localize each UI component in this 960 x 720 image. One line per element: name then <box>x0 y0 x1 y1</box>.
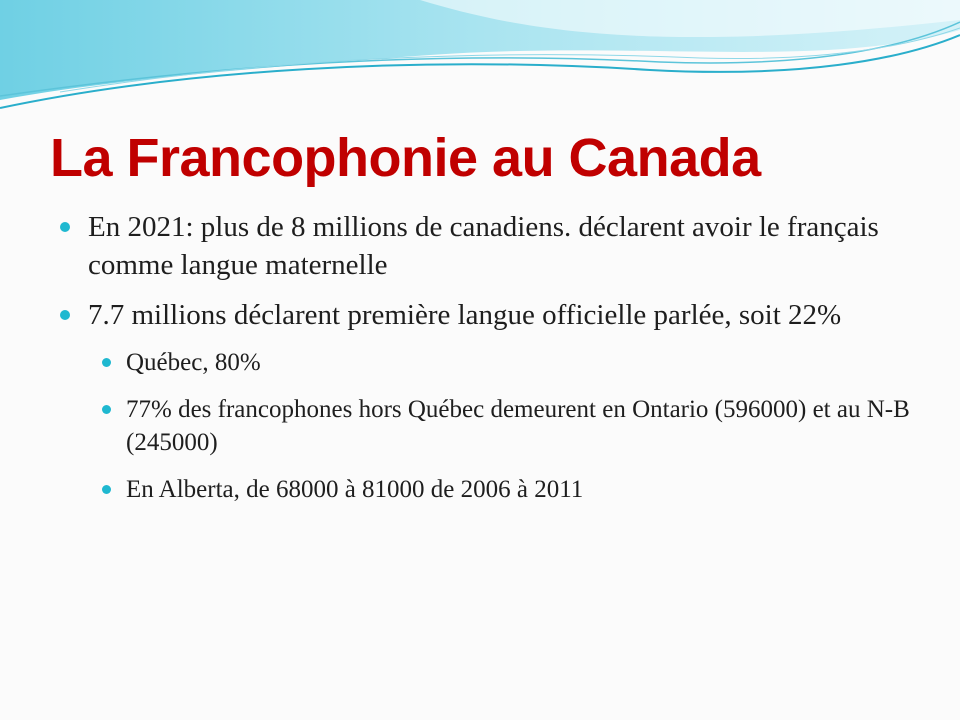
bullet-dot-icon <box>102 358 111 367</box>
header-wave-decoration <box>0 0 960 115</box>
bullet-dot-icon <box>60 310 70 320</box>
slide-title: La Francophonie au Canada <box>50 128 761 188</box>
bullet-item <box>60 208 920 284</box>
sub-bullet-text: En Alberta, de 68000 à 81000 de 2006 à 2011 <box>126 476 584 503</box>
sub-bullet-text: 77% des francophones hors Québec demeurent en Ontario (596000) et au N-B (245000) <box>126 396 910 456</box>
sub-bullet-item <box>98 393 920 459</box>
bullet-dot-icon <box>102 485 111 494</box>
bullet-text: 7.7 millions déclarent première langue officielle parlée, soit 22% <box>88 299 842 331</box>
bullet-dot-icon <box>60 222 70 232</box>
slide-content <box>60 208 920 520</box>
bullet-dot-icon <box>102 405 111 414</box>
bullet-text: En 2021: plus de 8 millions de canadiens. déclarent avoir le français comme langue maternelle <box>88 211 879 281</box>
bullet-item <box>60 296 920 334</box>
sub-bullet-item <box>98 346 920 379</box>
sub-bullet-item <box>98 473 920 506</box>
sub-bullet-text: Québec, 80% <box>126 349 261 376</box>
